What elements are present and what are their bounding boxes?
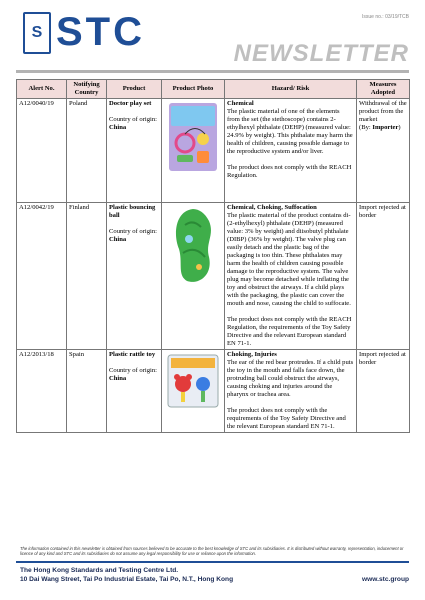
- alert-no-cell: A12/2013/18: [17, 350, 67, 433]
- hazard-title: Chemical, Choking, Suffocation: [227, 204, 317, 211]
- photo-cell: [162, 350, 225, 433]
- origin-value: China: [109, 124, 127, 131]
- header-divider: [16, 70, 409, 73]
- company-address: 10 Dai Wang Street, Tai Po Industrial Estate, Tai Po, N.T., Hong Kong: [20, 576, 234, 583]
- hazard-text: The ear of the red bear protrudes. If a child puts the toy in the mouth and falls face down, the protruding ball could obstruct the airways, causing choking and injuries around the pharynx or trachea area.: [227, 359, 354, 398]
- product-cell: [107, 99, 162, 203]
- footer-divider: [16, 561, 409, 563]
- country-cell: Poland: [67, 99, 107, 203]
- hazard-title: Chemical: [227, 100, 254, 107]
- country-cell: Finland: [67, 203, 107, 350]
- website-link[interactable]: www.stc.group: [361, 576, 409, 583]
- measure-text: Withdrawal of the product from the market: [359, 100, 407, 123]
- measure-by: (By: Importer): [359, 124, 401, 131]
- hazard-note: The product does not comply with the REACH Regulation.: [227, 164, 352, 179]
- measures-cell: [357, 203, 410, 350]
- newsletter-title: NEWSLETTER: [233, 40, 409, 67]
- table-row: [17, 99, 410, 203]
- hazard-text: The plastic material of one of the elements from the set (the stethoscope) contains 2-ethylhexyl phthalate (DEHP) (measured value: 24.9% by weight). This phthalate may harm the health of children, causing possible damage to the reproductive system and/or liver.: [227, 108, 353, 155]
- col-product: Product: [107, 80, 162, 99]
- origin-label: Country of origin:: [109, 367, 157, 374]
- origin-label: Country of origin:: [109, 116, 157, 123]
- measures-cell: [357, 99, 410, 203]
- hazard-title: Choking, Injuries: [227, 351, 277, 358]
- col-measures: Measures Adopted: [357, 80, 410, 99]
- country-cell: Spain: [67, 350, 107, 433]
- hazard-note: The product does not comply with the requirements of the Toy Safety Directive and the relevant European standard EN 71-1.: [227, 407, 346, 430]
- page-header: [0, 0, 425, 75]
- col-alert-no: Alert No.: [17, 80, 67, 99]
- product-name: Plastic rattle toy: [109, 351, 156, 358]
- product-cell: [107, 350, 162, 433]
- issue-number: Issue no.: 03/19/TCB: [362, 14, 409, 20]
- col-country: Notifying Country: [67, 80, 107, 99]
- hazard-cell: [225, 99, 357, 203]
- hazard-cell: [225, 350, 357, 433]
- measure-text: Import rejected at border: [359, 204, 406, 219]
- measure-text: Import rejected at border: [359, 351, 406, 366]
- measures-cell: [357, 350, 410, 433]
- alerts-table: [16, 79, 410, 433]
- rattle-toy-photo: [165, 352, 221, 410]
- origin-value: China: [109, 375, 127, 382]
- hazard-text: The plastic material of the product contains di-(2-ethylhexyl) phthalate (DEHP) (measured value: 3% by weight) and diisobutyl phthalate (DIBP) (36% by weight). The valve plug can easily detach and the plastic bag of the packaging is too thin. These phthalates may harm the health of children causing possible damage to the reproductive system. The valve plug may become detached while inflating the toy and obstruct the airways. If a child plays with the packaging, the plastic can cover the mouth and nose, causing the child to suffocate.: [227, 212, 351, 307]
- photo-cell: [162, 99, 225, 203]
- disclaimer-text: The information contained in this newsletter is obtained from sources believed to be accurate to the best knowledge of STC and its subsidiaries. It is distributed without warranty, representation, inducement or licence of any kind and STC and its subsidiaries do not assume any legal responsibility for use or reliance upon the information.: [20, 546, 404, 556]
- alert-no-cell: A12/0040/19: [17, 99, 67, 203]
- table-row: [17, 203, 410, 350]
- col-photo: Product Photo: [162, 80, 225, 99]
- origin-label: Country of origin:: [109, 228, 157, 235]
- origin-value: China: [109, 236, 127, 243]
- stc-logo-text: STC: [56, 10, 145, 54]
- product-name: Doctor play set: [109, 100, 152, 107]
- hazard-cell: [225, 203, 357, 350]
- alert-no-cell: A12/0042/19: [17, 203, 67, 350]
- table-header-row: [17, 80, 410, 99]
- doctor-play-set-photo: [165, 101, 221, 173]
- product-name: Plastic bouncing ball: [109, 204, 156, 219]
- col-hazard: Hazard/ Risk: [225, 80, 357, 99]
- stc-logo-mark: S: [23, 12, 51, 54]
- hazard-note: The product does not comply with the REACH Regulation, the requirements of the Toy Safety Directive and the relevant European standard EN 71-1.: [227, 316, 352, 347]
- company-name: The Hong Kong Standards and Testing Centre Ltd.: [20, 567, 179, 574]
- bouncing-ball-photo: [165, 205, 221, 285]
- table-row: [17, 350, 410, 433]
- product-cell: [107, 203, 162, 350]
- photo-cell: [162, 203, 225, 350]
